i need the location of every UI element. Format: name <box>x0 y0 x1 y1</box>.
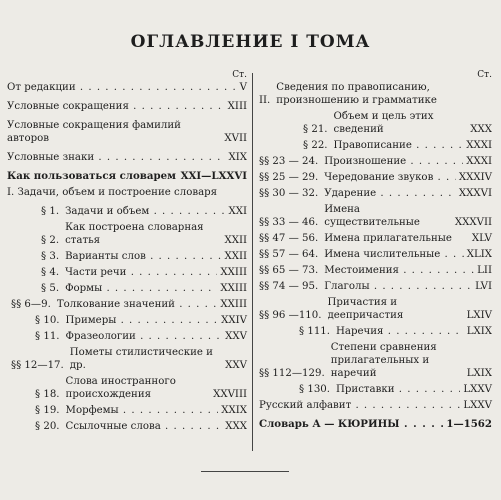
toc-entry <box>7 330 247 343</box>
toc-entry <box>259 264 492 277</box>
toc-entry <box>7 186 247 199</box>
section-number: § 2. <box>41 235 60 246</box>
section-number: § 20. <box>35 421 60 432</box>
entry-title: Словарь А — КЮРИНЫ . . . <box>259 418 443 431</box>
page-number: LVI <box>475 281 492 292</box>
toc-entry <box>7 314 247 327</box>
entry-title: Толкование значений . . . <box>57 298 218 311</box>
entry-title: От редакции . . . <box>7 81 237 94</box>
toc-entry <box>259 248 492 261</box>
toc-entry <box>259 232 492 245</box>
toc-entry <box>7 420 247 433</box>
entry-title: Произношение . . . <box>324 155 463 168</box>
toc-entry <box>7 346 247 372</box>
section-number: § 5. <box>41 283 60 294</box>
entry-title: Чередование звуков . . . <box>324 171 456 184</box>
toc-entry <box>259 418 492 431</box>
section-number: § 4. <box>41 267 60 278</box>
section-number: §§ 96 —110. <box>259 310 322 321</box>
toc-entry <box>7 100 247 113</box>
entry-title: Глаголы . . . <box>324 280 472 293</box>
entry-title: Задачи и объем . . . <box>65 205 225 218</box>
entry-title: Имена существительные <box>324 204 420 228</box>
entry-title: Слова иностранного происхождения <box>65 376 176 400</box>
entry-title: Части речи . . . <box>65 266 217 279</box>
page-number: XXV <box>225 331 247 342</box>
toc-entry <box>259 81 492 107</box>
page-number: XXIII <box>220 283 247 294</box>
section-number: § 10. <box>35 315 60 326</box>
page-number: LXIV <box>466 310 492 321</box>
bottom-rule <box>201 471 289 472</box>
page-number: XXI <box>228 206 247 217</box>
section-number: §§ 6—9. <box>11 299 51 310</box>
toc-left-column <box>7 70 247 433</box>
section-number: §§ 33 — 46. <box>259 217 319 228</box>
page-number: XXII <box>224 235 247 246</box>
page-number: XIX <box>228 152 247 163</box>
entry-title: Имена числительные . . . <box>324 248 463 261</box>
toc-entry <box>259 187 492 200</box>
entry-title: Как пользоваться словарем <box>7 170 176 182</box>
page-number: XXV <box>225 360 247 371</box>
entry-title: Приставки . . . <box>336 383 460 396</box>
page-number: XXII <box>224 251 247 262</box>
section-number: § 11. <box>35 331 60 342</box>
toc-entry <box>7 205 247 218</box>
toc-entry <box>7 266 247 279</box>
page-number: LII <box>477 265 492 276</box>
section-number: §§ 47 — 56. <box>259 233 319 244</box>
page-number: XXIII <box>220 299 247 310</box>
toc-entry <box>259 325 492 338</box>
section-number: §§ 25 — 29. <box>259 172 319 183</box>
section-number: § 19. <box>35 405 60 416</box>
page-number: XLIX <box>466 249 492 260</box>
toc-entry <box>259 399 492 412</box>
entry-title: Морфемы . . . <box>66 404 219 417</box>
section-number: §§ 30 — 32. <box>259 188 319 199</box>
page-number: XXIV <box>221 315 247 326</box>
page-number: XIII <box>227 101 247 112</box>
section-number: § 1. <box>41 206 60 217</box>
entry-title: Как построена словарная статья <box>65 222 204 246</box>
entry-title: Формы . . . <box>65 282 217 295</box>
page-title: ОГЛАВЛЕНИЕ I ТОМА <box>130 32 371 52</box>
page-number: 1—1562 <box>446 418 492 430</box>
page-number: XXXVI <box>458 188 492 199</box>
entry-title: Пометы стилистические и др. <box>69 347 213 371</box>
toc-entry <box>7 151 247 164</box>
toc-entry <box>259 296 492 322</box>
entry-title: Ударение . . . <box>324 187 456 200</box>
page-column-header: Ст. <box>232 70 247 80</box>
section-number: §§ 65 — 73. <box>259 265 319 276</box>
entry-title: Объем и цель этих сведений <box>333 111 434 135</box>
page-number: XXXIV <box>458 172 492 183</box>
section-number: §§ 112—129. <box>259 368 325 379</box>
entry-title: Ссылочные слова . . . <box>66 420 223 433</box>
page-column-header: Ст. <box>477 70 492 80</box>
entry-title: Сведения по правописанию, произношению и грамматике <box>276 82 437 106</box>
toc-entry <box>7 404 247 417</box>
toc-entry <box>7 298 247 311</box>
entry-title: Причастия и деепричастия <box>327 297 404 321</box>
entry-title: Степени сравнения прилагательных и наречий <box>330 342 437 379</box>
section-number: § 3. <box>41 251 60 262</box>
entry-title: Условные сокращения . . . <box>7 100 225 113</box>
page-number: LXIX <box>466 326 492 337</box>
entry-title: Условные знаки . . . <box>7 151 225 164</box>
page-number: XXIX <box>221 405 247 416</box>
section-number: §§ 74 — 95. <box>259 281 319 292</box>
entry-title: Примеры . . . <box>66 314 219 327</box>
page-number: LXXV <box>463 400 492 411</box>
page-number: XLV <box>471 233 492 244</box>
page-number: XXX <box>470 124 492 135</box>
section-number: § 18. <box>35 389 60 400</box>
toc-entry <box>7 221 247 247</box>
toc-entry <box>259 203 492 229</box>
toc-right-column <box>259 70 492 431</box>
toc-entry <box>259 110 492 136</box>
entry-title: Правописание . . . <box>334 139 464 152</box>
page-number: XXI—LXXVI <box>180 170 247 182</box>
toc-entry <box>7 81 247 94</box>
entry-title: Фразеологии . . . <box>66 330 223 343</box>
entry-title: Наречия . . . <box>336 325 464 338</box>
section-number: § 21. <box>303 124 328 135</box>
section-number: § 111. <box>299 326 331 337</box>
section-number: § 22. <box>303 140 328 151</box>
column-divider <box>252 73 253 451</box>
toc-entry <box>7 119 247 145</box>
toc-entry <box>7 170 247 183</box>
toc-entry <box>7 250 247 263</box>
toc-entry <box>259 139 492 152</box>
page-number: V <box>239 82 247 93</box>
page-number: XXXI <box>466 140 492 151</box>
entry-title: I. Задачи, объем и построение словаря <box>7 187 218 198</box>
entry-title: Имена прилагательные <box>324 233 452 244</box>
entry-title: Местоимения . . . <box>324 264 474 277</box>
entry-title: Условные сокращения фамилий авторов <box>7 120 181 144</box>
page-number: LXXV <box>463 384 492 395</box>
toc-entry <box>259 171 492 184</box>
entry-title: Варианты слов . . . <box>65 250 221 263</box>
page-number: XVII <box>224 133 247 144</box>
toc-entry <box>259 383 492 396</box>
section-number: §§ 23 — 24. <box>259 156 319 167</box>
entry-title: Русский алфавит . . . <box>259 399 460 412</box>
page-number: XXXI <box>466 156 492 167</box>
page-number: XXX <box>225 421 247 432</box>
toc-entry <box>259 341 492 380</box>
toc-entry <box>259 280 492 293</box>
toc-entry <box>259 155 492 168</box>
section-number: §§ 57 — 64. <box>259 249 319 260</box>
toc-entry <box>7 282 247 295</box>
page-number: XXVIII <box>213 389 247 400</box>
section-number: II. <box>259 95 271 106</box>
toc-entry <box>7 375 247 401</box>
section-number: §§ 12—17. <box>11 360 64 371</box>
section-number: § 130. <box>299 384 331 395</box>
page-number: XXIII <box>220 267 247 278</box>
page-number: LXIX <box>466 368 492 379</box>
page-number: XXXVII <box>454 217 492 228</box>
